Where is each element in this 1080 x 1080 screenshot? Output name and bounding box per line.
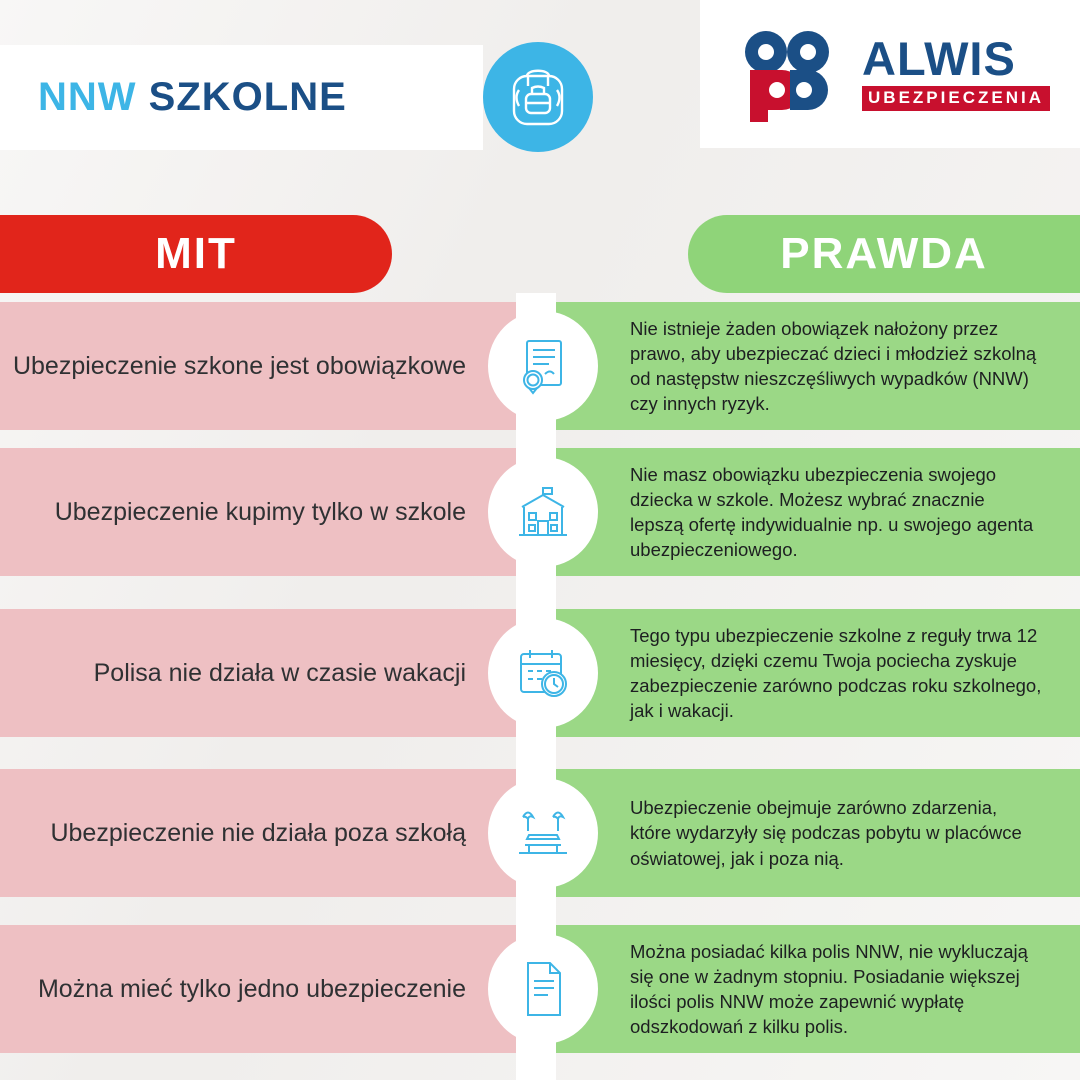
header-title-band: [0, 45, 483, 150]
policy-paper-icon: [518, 959, 568, 1019]
myth-cell: [0, 448, 516, 576]
calendar-clock-icon: [514, 644, 572, 702]
column-header-truth-label: PRAWDA: [780, 229, 988, 278]
truth-text: Ubezpieczenie obejmuje zarówno zdarzenia, które wydarzyły się podczas pobytu w placówce oświatowej, jak i poza nią.: [630, 797, 1022, 869]
myth-cell: [0, 302, 516, 430]
page-title: [0, 75, 347, 120]
truth-text: Tego typu ubezpieczenie szkolne z reguły trwa 12 miesięcy, dzięki czemu Twoja pociecha zyskuje zabezpieczenie zarówno podczas roku szkolnego, jak i wakacji.: [630, 624, 1042, 722]
column-header-myth: [0, 215, 392, 293]
truth-text: Można posiadać kilka polis NNW, nie wykluczają się one w żadnym stopniu. Posiadanie większej ilości polis NNW może zapewnić wypłatę odszkodowań z kilku polis.: [630, 940, 1028, 1038]
row-icon-bubble: [488, 934, 598, 1044]
table-row: [0, 448, 1080, 576]
logo-text-block: [862, 31, 1050, 112]
row-icon-bubble: [488, 457, 598, 567]
myth-text: Można mieć tylko jedno ubezpieczenie: [37, 975, 466, 1003]
myth-text: Ubezpieczenie kupimy tylko w szkole: [54, 498, 466, 526]
row-icon-bubble: [488, 618, 598, 728]
myth-cell: [0, 769, 516, 897]
column-header-truth: [688, 215, 1080, 293]
truth-cell: [556, 302, 1080, 430]
row-icon-bubble: [488, 311, 598, 421]
truth-cell: [556, 925, 1080, 1053]
table-row: [0, 302, 1080, 430]
truth-cell: [556, 609, 1080, 737]
myth-text: Polisa nie działa w czasie wakacji: [93, 659, 466, 687]
myth-cell: [0, 609, 516, 737]
school-building-icon: [514, 483, 572, 541]
backpack-icon: [507, 64, 569, 130]
myth-text: Ubezpieczenie nie działa poza szkołą: [50, 819, 466, 847]
truth-cell: [556, 448, 1080, 576]
myth-text: Ubezpieczenie szkone jest obowiązkowe: [12, 352, 466, 380]
certificate-document-icon: [515, 336, 571, 396]
page-title-part2: SZKOLNE: [148, 75, 347, 119]
table-row: [0, 925, 1080, 1053]
table-row: [0, 769, 1080, 897]
company-logo: [700, 0, 1080, 148]
alwis-logo-mark-icon: [730, 26, 848, 122]
backpack-badge: [483, 42, 593, 152]
myth-cell: [0, 925, 516, 1053]
column-header-myth-label: MIT: [155, 229, 237, 278]
truth-text: Nie istnieje żaden obowiązek nałożony przez prawo, aby ubezpieczać dzieci i młodzież szkolną od następstw nieszczęśliwych wypadków (NNW) czy innych ryzyk.: [630, 317, 1037, 415]
table-row: [0, 609, 1080, 737]
logo-subtitle: UBEZPIECZENIA: [862, 86, 1050, 111]
park-bench-icon: [513, 805, 573, 861]
row-icon-bubble: [488, 778, 598, 888]
page-title-part1: NNW: [38, 75, 149, 119]
truth-text: Nie masz obowiązku ubezpieczenia swojego dziecka w szkole. Możesz wybrać znacznie lepszą ofertę indywidualnie np. u swojego agenta ubezpieczeniowego.: [630, 463, 1034, 561]
logo-name: ALWIS: [862, 31, 1016, 85]
truth-cell: [556, 769, 1080, 897]
